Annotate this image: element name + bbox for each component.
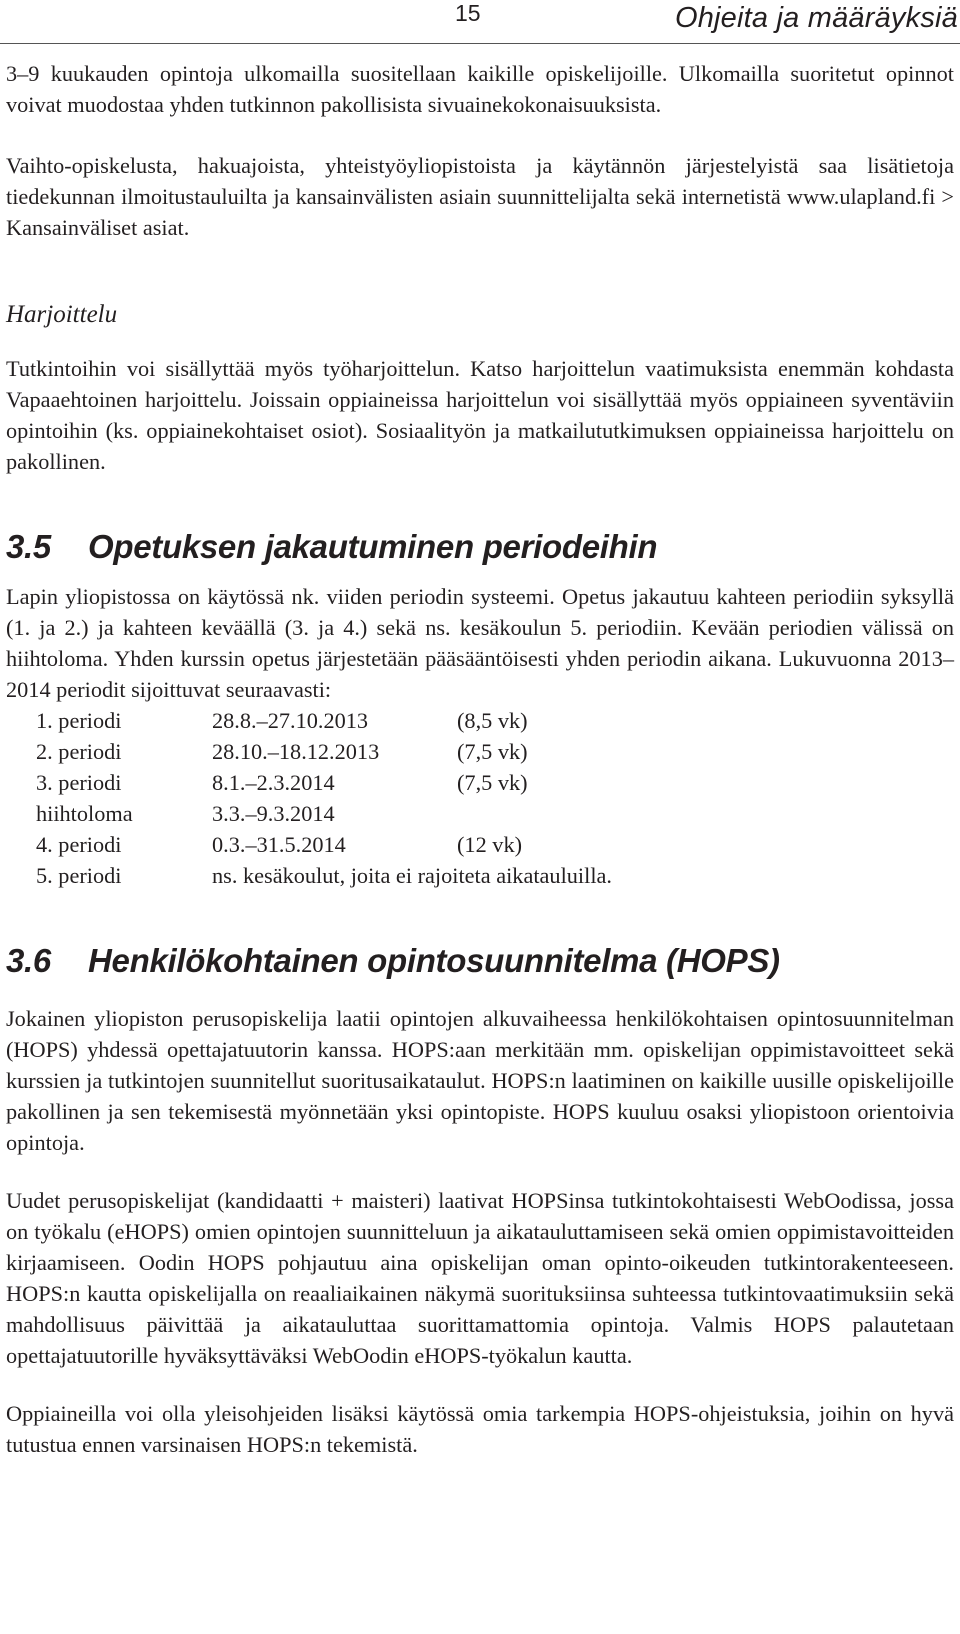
paragraph-periods-intro: Lapin yliopistossa on käytössä nk. viiden periodin systeemi. Opetus jakautuu kahteen periodiin syksyllä (1. ja 2.) ja kahteen keväällä (3. ja 4.) sekä ns. kesäkoulun 5. periodiin. Kevään periodien välissä on hiihtoloma. Yhden kurssin opetus järjestetään pääsääntöisesti yhden periodin aikana. Lukuvuonna 2013–2014 periodit sijoittuvat seuraavasti: [6, 584, 954, 702]
period-dates: 28.10.–18.12.2013 [212, 739, 380, 764]
period-weeks: (7,5 vk) [457, 770, 528, 795]
period-dates: ns. kesäkoulut, joita ei rajoiteta aikatauluilla. [212, 863, 612, 888]
page-number: 15 [455, 0, 481, 26]
section-number: 3.5 [6, 528, 51, 565]
period-name: 5. periodi [36, 863, 122, 888]
paragraph-exchange-info: Vaihto-opiskelusta, hakuajoista, yhteistyöyliopistoista ja käytännön järjestelyistä saa lisätietoja tiedekunnan ilmoitustauluilta ja kansainvälisten asiain suunnittelijalta sekä internetistä www.ulapland.fi > Kansainväliset asiat. [6, 153, 954, 240]
period-dates: 28.8.–27.10.2013 [212, 708, 369, 733]
period-row [36, 860, 612, 891]
running-title: Ohjeita ja määräyksiä [674, 2, 958, 34]
period-table [36, 705, 612, 891]
period-name: 4. periodi [36, 832, 122, 857]
period-row [36, 705, 612, 736]
period-dates: 8.1.–2.3.2014 [212, 770, 335, 795]
period-name: 2. periodi [36, 739, 122, 764]
paragraph-study-abroad: 3–9 kuukauden opintoja ulkomailla suositellaan kaikille opiskelijoille. Ulkomailla suoritetut opinnot voivat muodostaa yhden tutkinnon pakollisista sivuainekokonaisuuksista. [6, 61, 954, 117]
period-weeks [457, 798, 612, 829]
period-row [36, 829, 612, 860]
period-weeks: (7,5 vk) [457, 739, 528, 764]
paragraph-hops-intro: Jokainen yliopiston perusopiskelija laatii opintojen alkuvaiheessa henkilökohtaisen opintosuunnitelman (HOPS) yhdessä opettajatuutorin kanssa. HOPS:aan merkitään mm. opiskelijan oppimistavoitteet sekä kurssien ja tutkintojen suunnitellut suoritusaikataulut. HOPS:n laatiminen on kaikille uusille opiskelijoille pakollinen ja sen tekemisestä myönnetään yksi opintopiste. HOPS kuuluu osaksi yliopistoon orientoivia opintoja. [6, 1006, 954, 1155]
period-weeks: (12 vk) [457, 832, 523, 857]
section-title: Opetuksen jakautuminen periodeihin [88, 528, 658, 565]
section-heading-3-5 [6, 527, 954, 567]
period-row [36, 767, 612, 798]
period-row [36, 736, 612, 767]
paragraph-hops-weboodi: Uudet perusopiskelijat (kandidaatti + maisteri) laativat HOPSinsa tutkintokohtaisesti WebOodissa, jossa on työkalu (eHOPS) omien opintojen suunnitteluun ja aikatauluttamiseen sekä omien oppimistavoitteiden kirjaamiseen. Oodin HOPS pohjautuu aina opiskelijan oman opinto-oikeuden tutkintorakenteeseen. HOPS:n kautta opiskelijalla on reaaliaikainen näkymä suorituksiinsa suhteessa tutkintovaatimuksiin sekä mahdollisuus päivittää ja aikatauluttaa suorittamattomia opintoja. Valmis HOPS palautetaan opettajatuutorille hyväksyttäväksi WebOodin eHOPS-työkalun kautta. [6, 1188, 954, 1368]
page-body [6, 58, 954, 1460]
paragraph-hops-guidelines: Oppiaineilla voi olla yleisohjeiden lisäksi käytössä omia tarkempia HOPS-ohjeistuksia, joihin on hyvä tutustua ennen varsinaisen HOPS:n tekemistä. [6, 1401, 954, 1457]
period-name: 1. periodi [36, 708, 122, 733]
period-dates: 0.3.–31.5.2014 [212, 832, 346, 857]
period-row [36, 798, 612, 829]
paragraph-harjoittelu: Tutkintoihin voi sisällyttää myös työharjoittelun. Katso harjoittelun vaatimuksista enemmän kohdasta Vapaaehtoinen harjoittelu. Joissain oppiaineissa harjoittelun voi sisällyttää myös oppiaineen syventäviin opintoihin (ks. oppiainekohtaiset osiot). Sosiaalityön ja matkailututkimuksen oppiaineissa harjoittelu on pakollinen. [6, 356, 954, 474]
period-weeks: (8,5 vk) [457, 708, 528, 733]
section-title: Henkilökohtainen opintosuunnitelma (HOPS) [88, 942, 780, 979]
section-heading-3-6 [6, 941, 954, 981]
header-divider [0, 43, 960, 44]
section-number: 3.6 [6, 942, 51, 979]
period-name: 3. periodi [36, 770, 122, 795]
page-header [0, 0, 960, 46]
period-name: hiihtoloma [36, 801, 133, 826]
heading-harjoittelu: Harjoittelu [6, 301, 118, 328]
period-dates: 3.3.–9.3.2014 [212, 801, 335, 826]
